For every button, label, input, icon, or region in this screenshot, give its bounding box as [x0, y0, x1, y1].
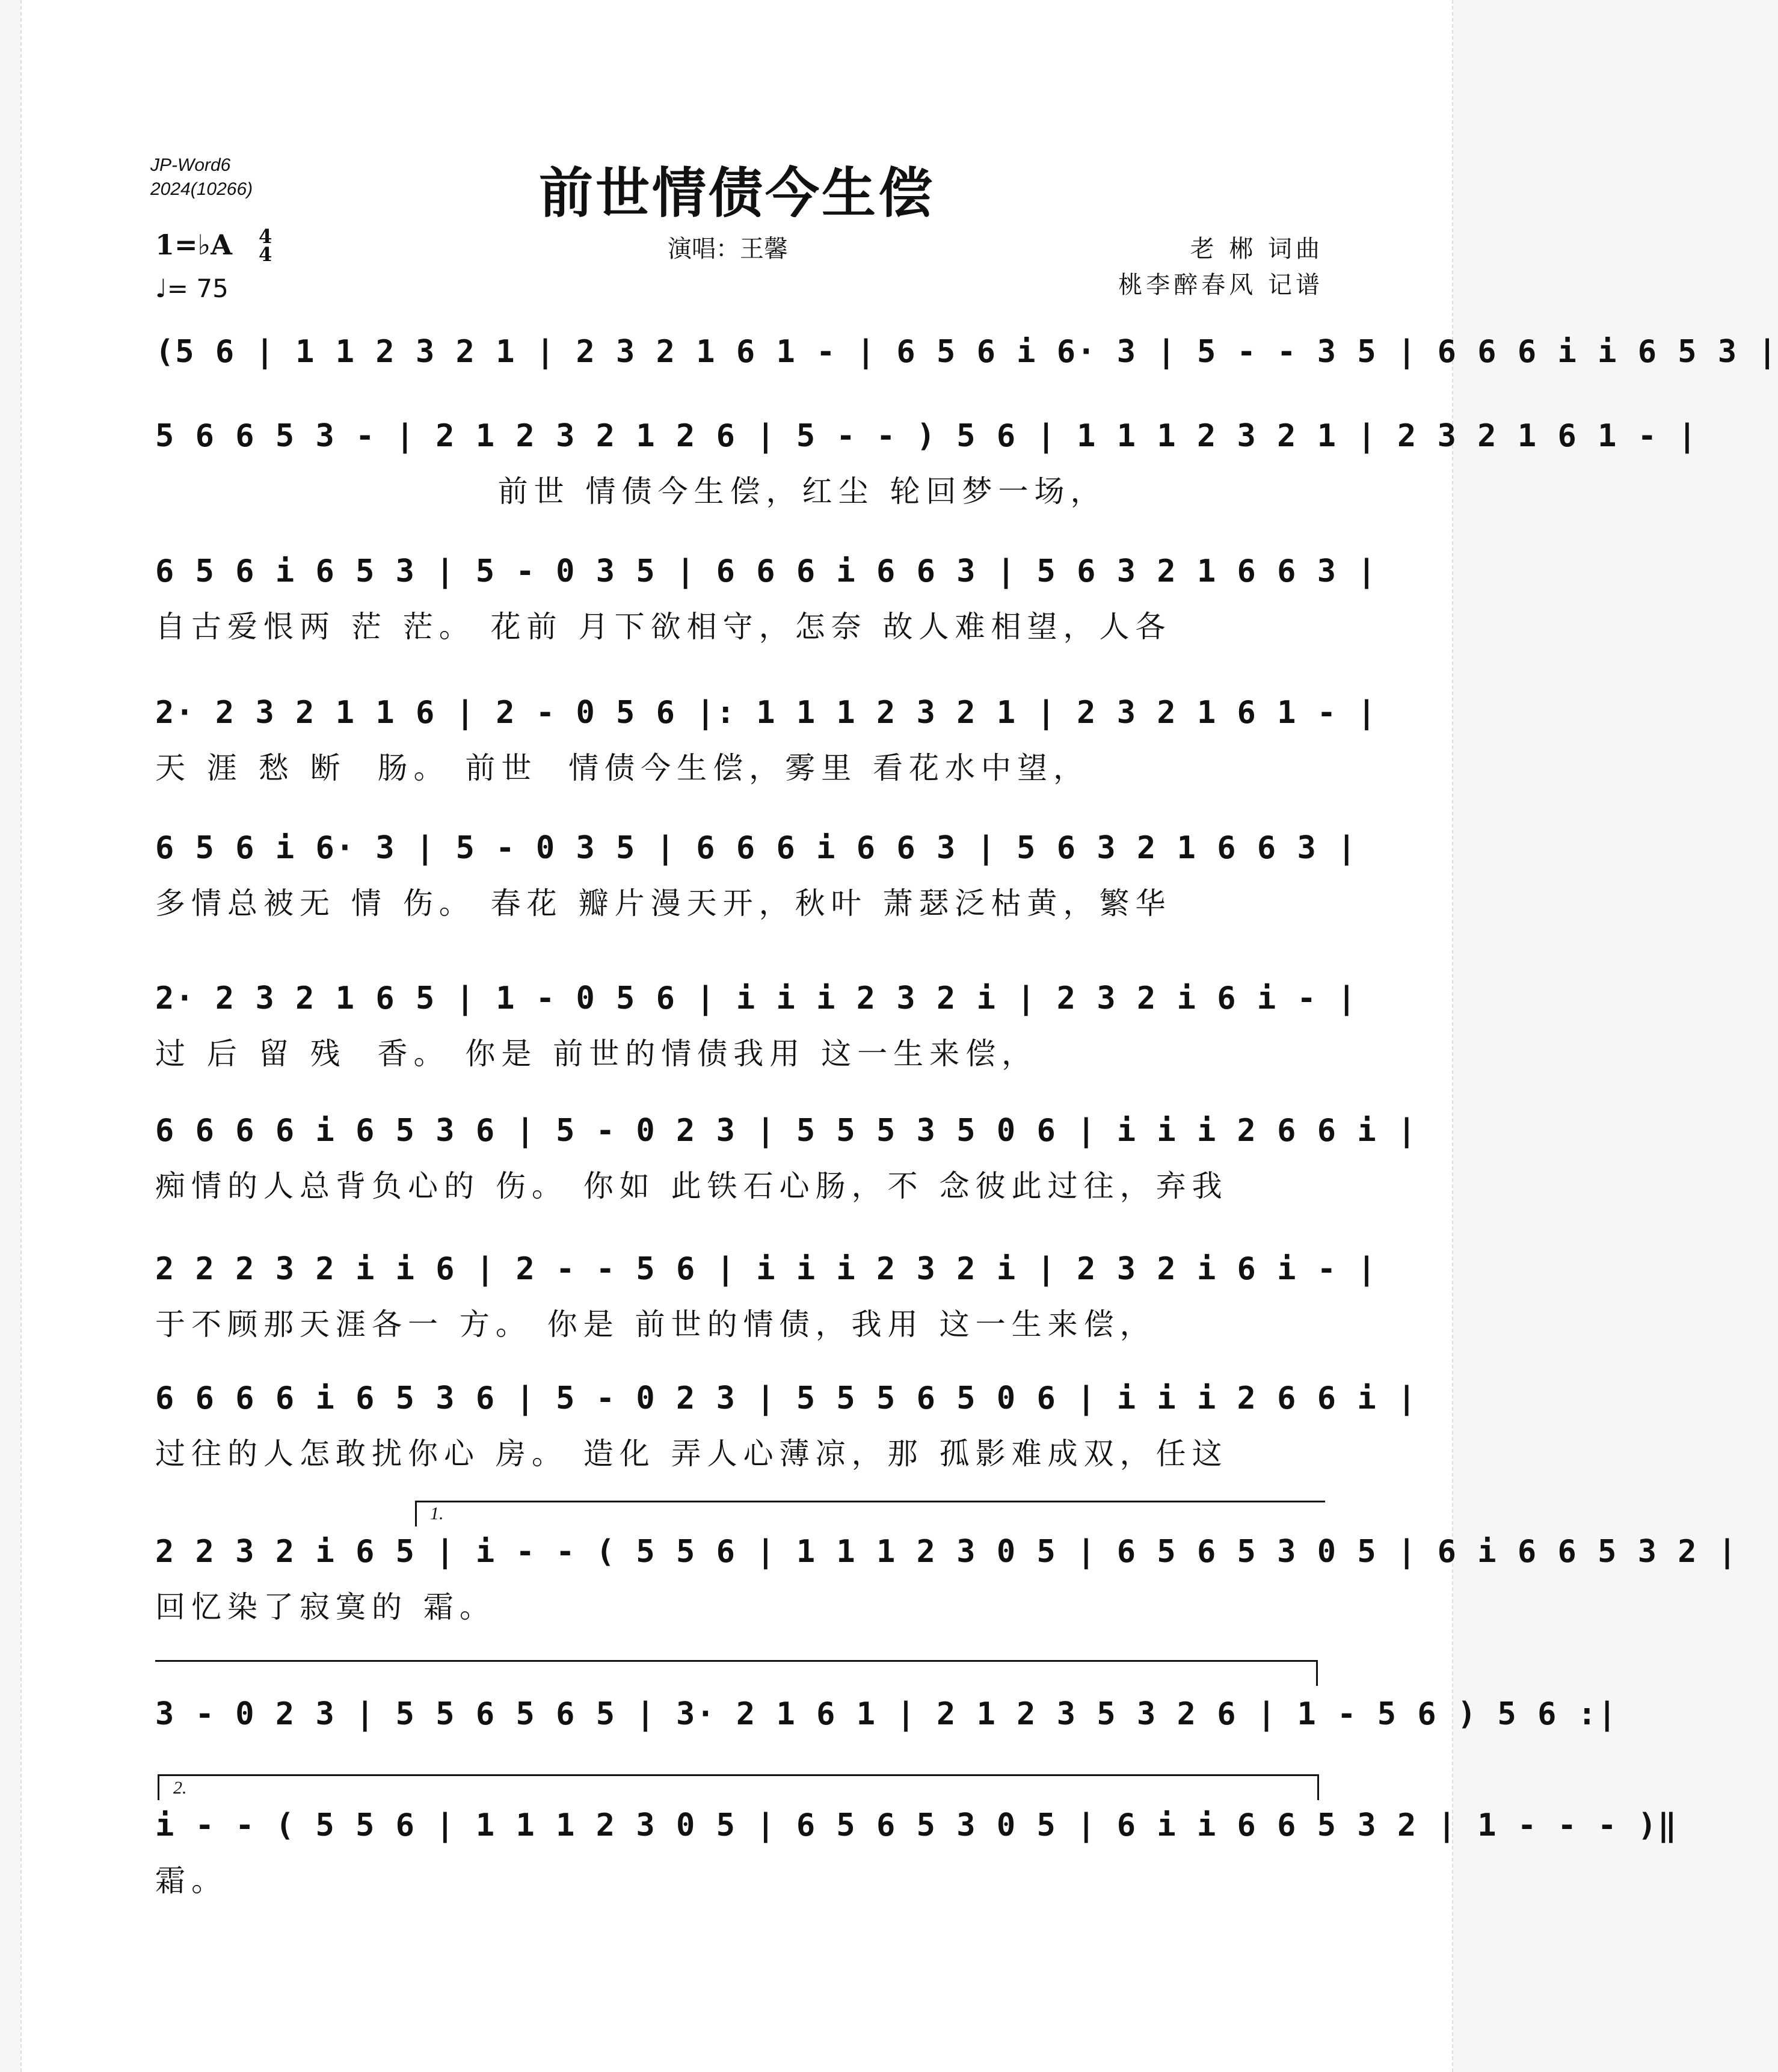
- lyrics-line: 于不顾那天涯各一 方。 你是 前世的情债，我用 这一生来偿，: [155, 1307, 1156, 1342]
- time-signature: 4 4: [259, 225, 272, 266]
- second-ending-bracket: [158, 1774, 1319, 1800]
- notation-line: 2 2 3 2 i 6 5 | i - - ( 5 5 6 | 1 1 1 2 3 0 5 | 6 5 6 5 3 0 5 | 6 i 6 6 5 3 2 |: [155, 1534, 1738, 1570]
- notation-line: i - - ( 5 5 6 | 1 1 1 2 3 0 5 | 6 5 6 5 3 0 5 | 6 i i 6 6 5 3 2 | 1 - - - )‖: [155, 1807, 1678, 1843]
- lyrics-line: 多情总被无 情 伤。 春花 瓣片漫天开，秋叶 萧瑟泛枯黄，繁华: [155, 886, 1172, 921]
- key-signature: 1=♭A: [155, 229, 232, 261]
- lyrics-line: 回忆染了寂寞的 霜。: [155, 1590, 496, 1625]
- software-label: JP-Word6 2024(10266): [150, 155, 253, 199]
- singer: 演唱：王馨: [668, 235, 788, 263]
- lyrics-line: 天 涯 愁 断 肠。 前世 情债今生偿，雾里 看花水中望，: [155, 751, 1090, 785]
- lyrics-line: 过往的人怎敢扰你心 房。 造化 弄人心薄凉，那 孤影难成双，任这: [155, 1436, 1228, 1471]
- second-ending-label: 2.: [173, 1778, 187, 1798]
- lyrics-line: 过 后 留 残 香。 你是 前世的情债我用 这一生来偿，: [155, 1036, 1038, 1071]
- lyrics-line: 痴情的人总背负心的 伤。 你如 此铁石心肠，不 念彼此过往，弃我: [155, 1169, 1228, 1204]
- notation-line: 5 6 6 5 3 - | 2 1 2 3 2 1 2 6 | 5 - - ) 5 6 | 1 1 1 2 3 2 1 | 2 3 2 1 6 1 - |: [155, 418, 1698, 454]
- notation-line: 3 - 0 2 3 | 5 5 6 5 6 5 | 3· 2 1 6 1 | 2 1 2 3 5 3 2 6 | 1 - 5 6 ) 5 6 :|: [155, 1696, 1618, 1732]
- notation-line: 6 6 6 6 i 6 5 3 6 | 5 - 0 2 3 | 5 5 5 3 5 0 6 | i i i 2 6 6 i |: [155, 1113, 1418, 1149]
- notation-line: 2· 2 3 2 1 6 5 | 1 - 0 5 6 | i i i 2 3 2 i | 2 3 2 i 6 i - |: [155, 980, 1358, 1016]
- author: 老 郴 词曲: [1190, 235, 1323, 263]
- lyrics-line: 霜。: [155, 1863, 227, 1898]
- first-ending-bracket: [415, 1501, 1325, 1526]
- notation-line: 6 6 6 6 i 6 5 3 6 | 5 - 0 2 3 | 5 5 5 6 5 0 6 | i i i 2 6 6 i |: [155, 1380, 1418, 1416]
- song-title: 前世情债今生偿: [539, 161, 935, 225]
- notation-line: 6 5 6 i 6 5 3 | 5 - 0 3 5 | 6 6 6 i 6 6 3 | 5 6 3 2 1 6 6 3 |: [155, 553, 1377, 589]
- tempo-marking: ♩= 75: [155, 274, 229, 303]
- notation-line: (5 6 | 1 1 2 3 2 1 | 2 3 2 1 6 1 - | 6 5 6 i 6· 3 | 5 - - 3 5 | 6 6 6 i i 6 5 3 |: [155, 334, 1778, 370]
- notation-line: 2 2 2 3 2 i i 6 | 2 - - 5 6 | i i i 2 3 2 i | 2 3 2 i 6 i - |: [155, 1251, 1377, 1287]
- lyrics-line: 自古爱恨两 茫 茫。 花前 月下欲相守，怎奈 故人难相望，人各: [155, 609, 1172, 644]
- notation-line: 2· 2 3 2 1 1 6 | 2 - 0 5 6 |: 1 1 1 2 3 2 1 | 2 3 2 1 6 1 - |: [155, 695, 1377, 731]
- first-ending-label: 1.: [430, 1504, 444, 1523]
- first-ending-continuation: [155, 1660, 1318, 1686]
- lyrics-line: 前世 情债今生偿，红尘 轮回梦一场，: [155, 474, 1107, 509]
- recorder: 桃李醉春风 记谱: [1118, 271, 1323, 299]
- notation-line: 6 5 6 i 6· 3 | 5 - 0 3 5 | 6 6 6 i 6 6 3 | 5 6 3 2 1 6 6 3 |: [155, 830, 1358, 866]
